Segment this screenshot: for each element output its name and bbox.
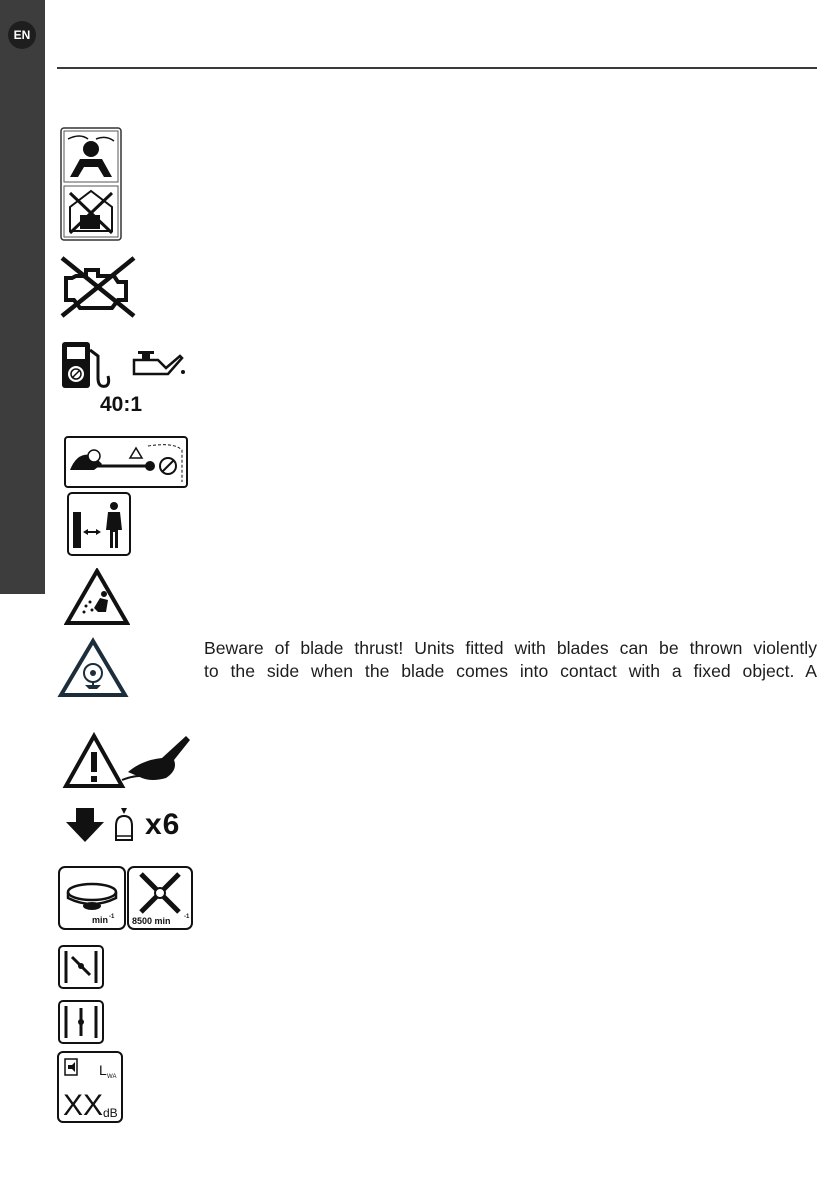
hazard-glove-icon — [62, 732, 190, 790]
handle-tilt-icon — [58, 945, 104, 989]
header-rule — [57, 67, 817, 69]
flying-debris-warning-icon — [64, 568, 130, 626]
paragraph-line-1: Beware of blade thrust! Units fitted with blades can be thrown violently — [204, 638, 817, 658]
paragraph-line-2: to the side when the blade comes into contact with a fixed object. A — [204, 661, 817, 681]
no-engine-icon — [58, 256, 136, 318]
fuel-pump-icon — [58, 338, 114, 392]
tap-count-label: x6 — [145, 808, 181, 841]
side-tab-bar — [0, 0, 45, 594]
language-badge: EN — [8, 21, 36, 49]
blade-thrust-paragraph — [204, 637, 817, 683]
noise-value: XX — [63, 1089, 104, 1122]
read-manual-no-indoor-icon — [60, 127, 122, 241]
noise-level-icon — [57, 1051, 123, 1123]
spool-speed-unit: min — [92, 915, 109, 925]
spool-speed-icon — [58, 866, 126, 930]
blade-thrust-warning-icon — [57, 637, 129, 699]
blade-speed-value: 8500 min — [132, 916, 171, 926]
blade-speed-exp: -1 — [184, 914, 190, 920]
noise-unit: dB — [103, 1106, 118, 1120]
oil-can-icon — [128, 346, 188, 382]
blade-speed-icon — [127, 866, 193, 930]
primer-press-icon — [66, 806, 142, 846]
noise-label: L — [99, 1062, 107, 1078]
noise-label-sub: WA — [107, 1074, 117, 1080]
fuel-ratio-label: 40:1 — [100, 393, 143, 416]
spool-speed-unit-exp: -1 — [109, 914, 115, 920]
safe-distance-icon — [67, 492, 131, 556]
trimmer-warning-icon — [64, 436, 188, 488]
handle-straight-icon — [58, 1000, 104, 1044]
